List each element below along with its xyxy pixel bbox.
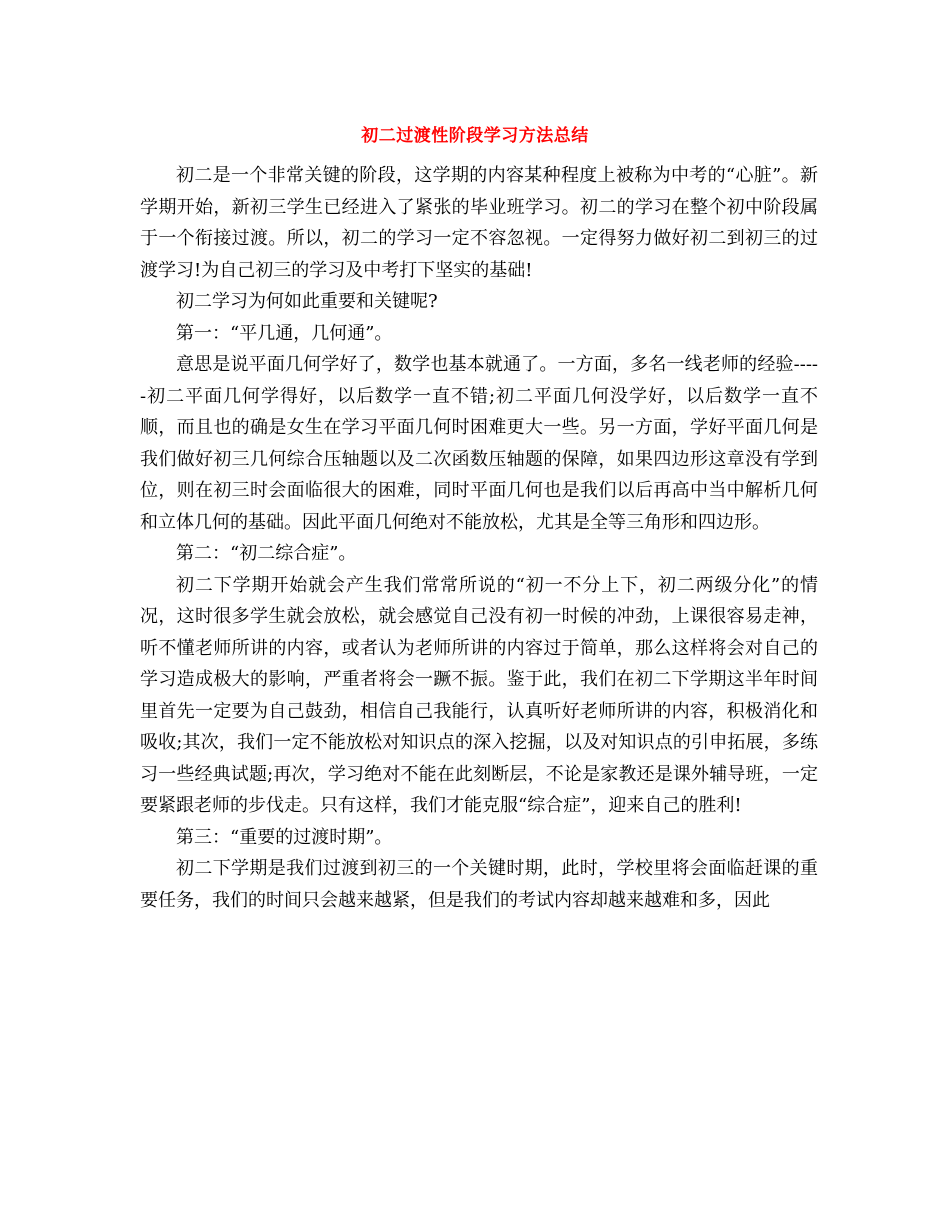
paragraph-section-3: 初二下学期是我们过渡到初三的一个关键时期，此时，学校里将会面临赶课的重要任务，我们的时间只会越来越紧，但是我们的考试内容却越来越难和多，因此 — [140, 858, 818, 911]
paragraph-question: 初二学习为何如此重要和关键呢? — [176, 291, 438, 312]
section-heading-2: 第二：“初二综合症”。 — [176, 543, 357, 564]
paragraph-intro: 初二是一个非常关键的阶段，这学期的内容某种程度上被称为中考的“心脏”。新学期开始，新初三学生已经进入了紧张的毕业班学习。初二的学习在整个初中阶段属于一个衔接过渡。所以，初二的学习一定不容忽视。一定得努力做好初二到初三的过渡学习!为自己初三的学习及中考打下坚实的基础! — [140, 165, 818, 281]
paragraph-section-2: 初二下学期开始就会产生我们常常所说的“初一不分上下，初二两级分化”的情况，这时很多学生就会放松，就会感觉自己没有初一时候的冲劲，上课很容易走神，听不懂老师所讲的内容，或者认为老师所讲的内容过于简单，那么这样将会对自己的学习造成极大的影响，严重者将会一蹶不振。鉴于此，我们在初二下学期这半年时间里首先一定要为自己鼓劲，相信自己我能行，认真听好老师所讲的内容，积极消化和吸收;其次，我们一定不能放松对知识点的深入挖掘，以及对知识点的引申拓展，多练习一些经典试题;再次，学习绝对不能在此刻断层，不论是家教还是课外辅导班，一定要紧跟老师的步伐走。只有这样，我们才能克服“综合症”，迎来自己的胜利! — [140, 574, 818, 816]
section-heading-1: 第一：“平几通，几何通”。 — [176, 322, 393, 344]
section-heading-3: 第三：“重要的过渡时期”。 — [176, 826, 393, 848]
document-body — [140, 160, 818, 916]
paragraph-section-1: 意思是说平面几何学好了，数学也基本就通了。一方面，多名一线老师的经验-----初二平面几何学得好，以后数学一直不错;初二平面几何没学好，以后数学一直不顺，而且也的确是女生在学习平面几何时困难更大一些。另一方面，学好平面几何是我们做好初三几何综合压轴题以及二次函数压轴题的保障，如果四边形这章没有学到位，则在初三时会面临很大的困难，同时平面几何也是我们以后再高中当中解析几何和立体几何的基础。因此平面几何绝对不能放松，尤其是全等三角形和四边形。 — [140, 354, 818, 533]
document-title: 初二过渡性阶段学习方法总结 — [361, 126, 589, 146]
